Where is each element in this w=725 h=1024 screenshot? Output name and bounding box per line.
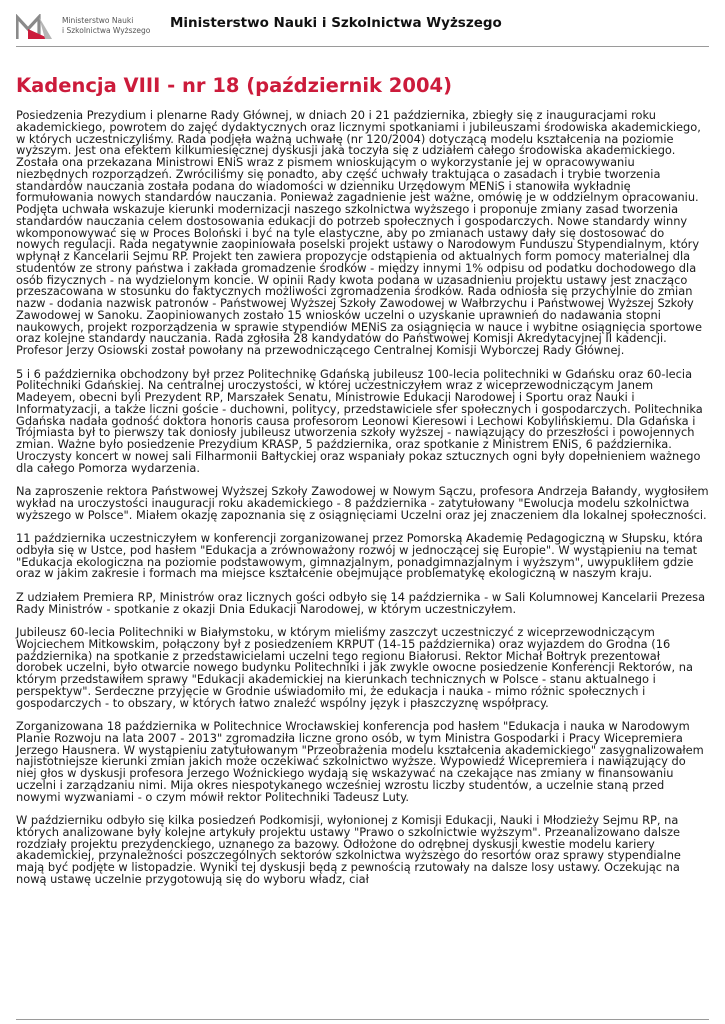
article-body [16,110,709,897]
header-divider [16,46,709,47]
logo-text-line2: i Szkolnictwa Wyższego [62,26,151,35]
article-paragraph: 11 października uczestniczyłem w konferencji zorganizowanej przez Pomorską Akademię Pedagogiczną w Słupsku, która odbyła się w Ustce, pod hasłem "Edukacja a zrównoważony rozwój w jednoczącej się Europie". W wystąpieniu na temat "Edukacja ekologiczna na poziomie podstawowym, gimnazjalnym, ponadgimnazjalnym i wyższym", uwypukliłem gdzie oraz w jakim zakresie i formach ma miejsce kształcenie obejmujące problematykę ekologiczną w naszym kraju. [16,531,703,581]
article-paragraph: Posiedzenia Prezydium i plenarne Rady Głównej, w dniach 20 i 21 października, zbiegły się z inauguracjami roku akademickiego, powrotem do zajęć dydaktycznych oraz licznymi spotkaniami i jubileuszami środowiska akademickiego, w których uczestniczyliśmy. Rada podjęła ważną uchwałę (nr 120/2004) dotyczącą modelu kształcenia na poziomie wyższym. Jest ona efektem kilkumiesięcznej dyskusji jaka toczyła się z udziałem całego środowiska akademickiego. Została ona przekazana Ministrowi ENiS wraz z pismem wnioskującym o wykorzystanie jej w opracowywaniu niezbędnych rozporządzeń. Zwróciliśmy się ponadto, aby część uchwały traktująca o zasadach i trybie tworzenia standardów nauczania została podana do wiadomości w dzienniku Urzędowym MENiS i stanowiła wykładnię formułowania nowych standardów nauczania. Ponieważ zagadnienie jest ważne, omówię je w oddzielnym opracowaniu. Podjęta uchwała wskazuje kierunki modernizacji naszego szkolnictwa wyższego i proponuje zmiany zasad tworzenia standardów nauczania celem dostosowania edukacji do potrzeb społecznych i gospodarczych. Nowe standardy winny wkomponowywać się w Proces Boloński i być na tyle elastyczne, aby po zmianach ustawy dały się dostosować do nowych regulacji. Rada negatywnie zaopiniowała poselski projekt ustawy o Narodowym Funduszu Stypendialnym, który wpłynął z Kancelarii Sejmu RP. Projekt ten zawiera propozycje odstąpienia od aktualnych form pomocy materialnej dla studentów ze strony państwa i zakłada gromadzenie środków - między innymi 1% odpisu od podatku dochodowego dla osób fizycznych - na wydzielonym koncie. W opinii Rady kwota podana w uzasadnieniu projektu ustawy jest znacząco przeszacowana w stosunku do faktycznych możliwości zgromadzenia środków. Rada odniosła się przychylnie do zmian nazw - dodania nazwisk patronów - Państwowej Wyższej Szkoły Zawodowej w Wałbrzychu i Państwowej Wyższej Szkoły Zawodowej w Sanoku. Zaopiniowanych zostało 15 wniosków uczelni o uzyskanie uprawnień do nadawania stopni naukowych, projekt rozporządzenia w sprawie stypendiów MENiS za osiągnięcia w nauce i wybitne osiągnięcia sportowe oraz kolejne standardy nauczania. Rada zgłosiła 28 kandydatów do Państwowej Komisji Akredytacyjnej II kadencji. Profesor Jerzy Osiowski został powołany na przewodniczącego Centralnej Komisji Wyborczej Rady Głównej. [16,108,702,357]
article-paragraph: Jubileusz 60-lecia Politechniki w Białymstoku, w którym mieliśmy zaszczyt uczestniczyć z wiceprzewodniczącym Wojciechem Mitkowskim, połączony był z posiedzeniem KRPUT (14-15 października) oraz wyjazdem do Grodna (16 października) na spotkanie z przedstawicielami uczelni tego regionu Białorusi. Rektor Michał Bołtryk prezentował dorobek uczelni, było otwarcie nowego budynku Politechniki i jak zwykle owocne posiedzenie Konferencji Rektorów, na którym przedstawiłem sprawy "Edukacji akademickiej na kierunkach technicznych w Polsce - stanu aktualnego i perspektyw". Serdeczne przyjęcie w Grodnie uświadomiło mi, że edukacja i nauka - mimo różnic społecznych i gospodarczych - to obszary, w których łatwo znaleźć wspólny język i płaszczyznę współpracy. [16,625,693,710]
site-title[interactable]: Ministerstwo Nauki i Szkolnictwa Wyższego [170,15,502,31]
article-paragraph: Na zaproszenie rektora Państwowej Wyższej Szkoły Zawodowej w Nowym Sączu, profesora Andrzeja Bałandy, wygłosiłem wykład na uroczystości inauguracji roku akademickiego - 8 października - zatytułowany "Ewolucja modelu szkolnictwa wyższego w Polsce". Miałem okazję zapoznania się z osiągnięciami Uczelni oraz jej znaczeniem dla lokalnej społeczności. [16,484,709,522]
logo-text [62,16,150,36]
article-paragraph: Z udziałem Premiera RP, Ministrów oraz licznych gości odbyło się 14 października - w Sali Kolumnowej Kancelarii Prezesa Rady Ministrów - spotkanie z okazji Dnia Edukacji Narodowej, w którym uczestniczyłem. [16,589,706,616]
site-header [0,0,725,48]
page-title: Kadencja VIII - nr 18 (październik 2004) [16,74,452,97]
article-paragraph: Zorganizowana 18 października w Politechnice Wrocławskiej konferencja pod hasłem "Edukacja i nauka w Narodowym Planie Rozwoju na lata 2007 - 2013" zgromadziła liczne grono osób, w tym Ministra Gospodarki i Pracy Wicepremiera Jerzego Hausnera. W wystąpieniu zatytułowanym "Przeobrażenia modelu kształcenia akademickiego" zasygnalizowałem najistotniejsze kierunki zmian jakich może oczekiwać szkolnictwo wyższe. Wypowiedź Wicepremiera i nawiązujący do niej głos w dyskusji profesora Jerzego Woźnickiego wydają się wskazywać na czekające nas zmiany w finansowaniu uczelni i zarządzaniu nimi. Mija okres niespotykanego wcześniej wzrostu liczby studentów, a uczelnie staną przed nowymi wyzwaniami - o czym mówił rektor Politechniki Tadeusz Luty. [16,719,704,804]
logo-text-line1: Ministerstwo Nauki [62,16,134,25]
footer-divider [16,1019,709,1020]
ministry-logo-icon[interactable] [16,14,54,40]
article-paragraph: 5 i 6 października obchodzony był przez Politechnikę Gdańską jubileusz 100-lecia politechniki w Gdańsku oraz 60-lecia Politechniki Gdańskiej. Na centralnej uroczystości, w której uczestniczyłem wraz z wiceprzewodniczącym Janem Madeyem, obecni byli Prezydent RP, Marszałek Senatu, Ministrowie Edukacji Narodowej i Sportu oraz Nauki i Informatyzacji, a także liczni goście - duchowni, politycy, przedstawiciele sfer społecznych i gospodarczych. Politechnika Gdańska nadała godność doktora honoris causa profesorom Leonowi Kieresowi i Lechowi Kobylińskiemu. Dla Gdańska i Trójmiasta był to pierwszy tak doniosły jubileusz utworzenia szkoły wyższej - nawiązujący do przeszłości i powojennych zmian. Ważne było posiedzenie Prezydium KRASP, 5 października, oraz spotkanie z Ministrem ENiS, 6 października. Uroczysty koncert w nowej sali Filharmonii Bałtyckiej oraz wspaniały pokaz sztucznych ogni były dopełnieniem ważnego dla całego Pomorza wydarzenia. [16,366,703,475]
article-paragraph: W październiku odbyło się kilka posiedzeń Podkomisji, wyłonionej z Komisji Edukacji, Nauki i Młodzieży Sejmu RP, na których analizowane były kolejne artykuły projektu ustawy "Prawo o szkolnictwie wyższym". Przeanalizowano dalsze rozdziały projektu prezydenckiego, uznanego za bazowy. Odłożone do odrębnej dyskusji kwestie modelu kariery akademickiej, przynależności poszczególnych sektorów szkolnictwa wyższego do resortów oraz sprawy stypendialne mają być podjęte w listopadzie. Wyniki tej dyskusji będą z pewnością rzutowały na dalsze losy ustawy. Oczekując na nową ustawę uczelnie przygotowują się do wyboru władz, ciał [16,813,681,886]
